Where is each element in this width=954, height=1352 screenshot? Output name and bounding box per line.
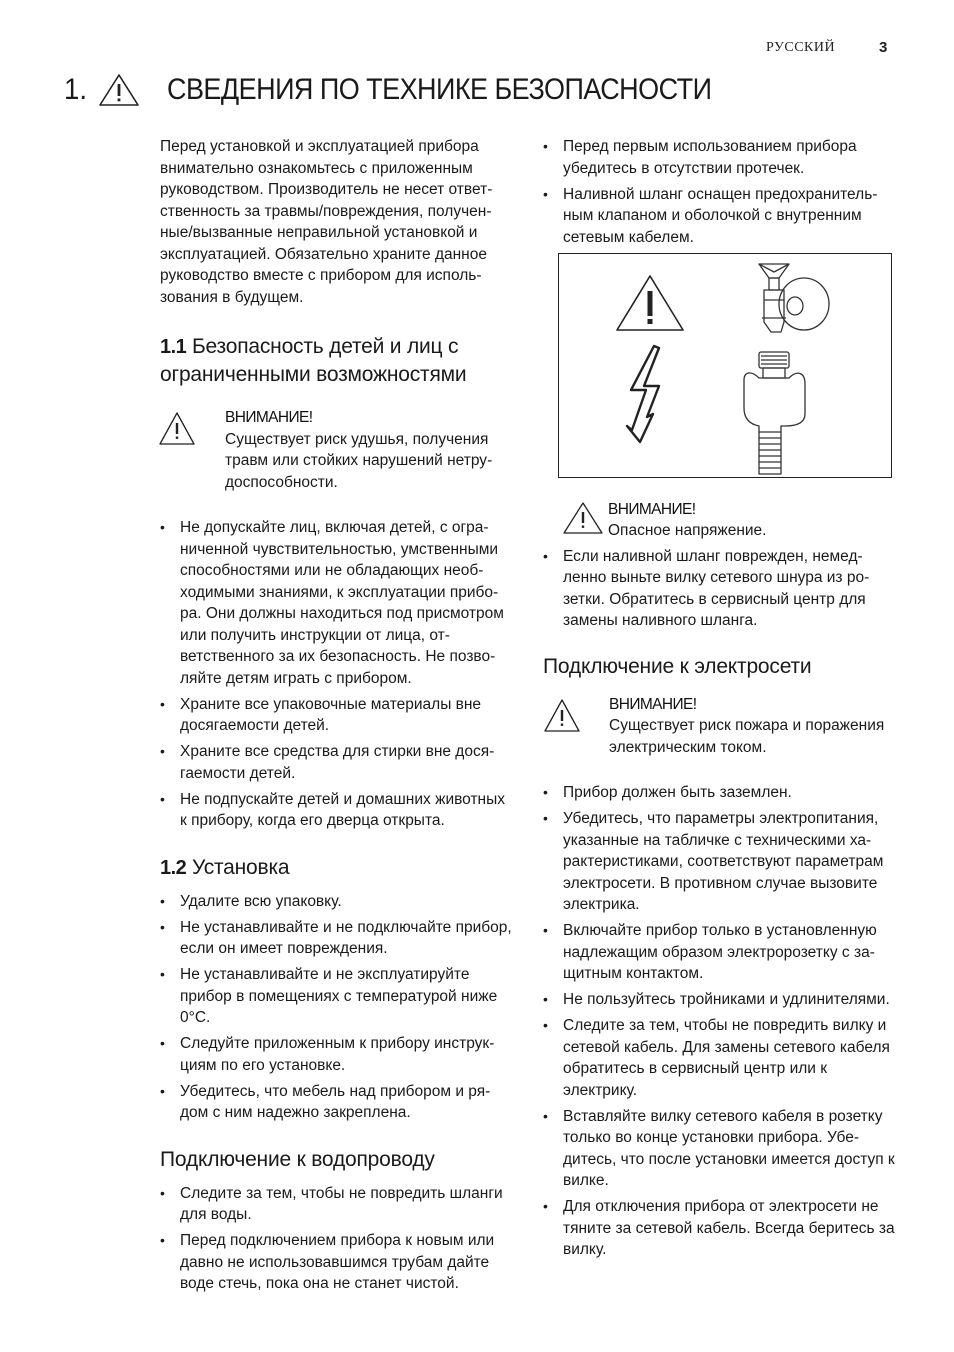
list-item: • Наливной шланг оснащен предохранительным клапаном и оболочкой с внутренним сетевым кабелем. [543, 184, 897, 249]
section-title: Установка [191, 855, 290, 879]
list-item: • Не пользуйтесь тройниками и удлинителями. [543, 989, 897, 1011]
warning-triangle-icon [562, 501, 608, 535]
section-title: Безопасность детей и лиц с ограниченными возможностями [160, 335, 467, 386]
water-connection-list [160, 1183, 512, 1295]
water-tap-icon [759, 264, 829, 332]
section-heading-1-1 [160, 333, 512, 389]
warning-triangle-icon [617, 276, 683, 330]
list-item: • Не подпускайте детей и домашних животных к прибору, когда его дверца открыта. [160, 789, 512, 832]
section-heading-1-2 [160, 854, 512, 882]
chapter-number: 1. [64, 73, 88, 106]
section-number: 1.1 [160, 336, 187, 358]
right-column [543, 136, 897, 1265]
electric-connection-heading: Подключение к электросети [543, 654, 812, 678]
list-item: • Перед подключением прибора к новым или давно не использовавшимся трубам дайте воде стечь, пока она не станет чистой. [160, 1230, 512, 1295]
list-item: • Не устанавливайте и не эксплуатируйте прибор в помещениях с температурой ниже 0°C. [160, 964, 512, 1029]
list-item: • Включайте прибор только в установленную надлежащим образом электророзетку с защитным контактом. [543, 920, 897, 985]
inlet-hose-icon [744, 352, 805, 474]
list-item: • Если наливной шланг поврежден, немедленно выньте вилку сетевого шнура из розетки. Обратитесь в сервисный центр для замены наливного шланга. [543, 546, 897, 632]
list-item: • Следите за тем, чтобы не повредить вилку и сетевой кабель. Для замены сетевого кабеля обратитесь в сервисный центр или к электрику. [543, 1015, 897, 1101]
warning-label: ВНИМАНИЕ! [608, 500, 696, 518]
list-item: • Храните все упаковочные материалы вне досягаемости детей. [160, 694, 512, 737]
warning-block [543, 694, 897, 759]
illustration-canvas [559, 254, 890, 476]
hose-damage-list [543, 546, 897, 632]
list-item: • Убедитесь, что параметры электропитания, указанные на табличке с техническими характеристиками, соответствуют параметрам электросети. В противном случае вызовите электрика. [543, 808, 897, 916]
list-item: • Вставляйте вилку сетевого кабеля в розетку только во конце установки прибора. Убедитесь, что после установки имеется доступ к вилке. [543, 1106, 897, 1192]
warning-block [543, 499, 897, 542]
hose-safety-illustration [558, 253, 892, 478]
section-number: 1.2 [160, 856, 187, 879]
chapter-heading [64, 68, 772, 112]
warning-triangle-icon [97, 72, 141, 108]
list-item: • Храните все средства для стирки вне досягаемости детей. [160, 741, 512, 784]
installation-list [160, 891, 512, 1124]
page-number: 3 [879, 39, 888, 56]
intro-paragraph: Перед установкой и эксплуатацией прибора внимательно ознакомьтесь с приложенным руководством. Производитель не несет ответственность за травмы/повреждения, полученные/вызванные неправильной установкой и эксплуатацией. Обязательно храните данное руководство вместе с прибором для использования в будущем. [160, 138, 493, 306]
water-connection-list-continued [543, 136, 897, 248]
list-item: • Не устанавливайте и не подключайте прибор, если он имеет повреждения. [160, 917, 512, 960]
warning-text: Опасное напряжение. [608, 522, 767, 539]
water-connection-heading: Подключение к водопроводу [160, 1147, 435, 1171]
warning-triangle-icon [158, 411, 196, 447]
left-column [160, 136, 512, 1299]
list-item: • Следуйте приложенным к прибору инструкциям по его установке. [160, 1033, 512, 1076]
electric-connection-list [543, 782, 897, 1261]
list-item: • Прибор должен быть заземлен. [543, 782, 897, 804]
warning-label: ВНИМАНИЕ! [609, 695, 697, 713]
list-item: • Убедитесь, что мебель над прибором и рядом с ним надежно закреплена. [160, 1081, 512, 1124]
list-item: • Следите за тем, чтобы не повредить шланги для воды. [160, 1183, 512, 1226]
children-safety-list [160, 517, 512, 832]
list-item: • Перед первым использованием прибора убедитесь в отсутствии протечек. [543, 136, 897, 179]
list-item: • Для отключения прибора от электросети не тяните за сетевой кабель. Всегда беритесь за вилку. [543, 1196, 897, 1261]
warning-text: Существует риск удушья, получения травм или стойких нарушений нетрудоспособности. [225, 430, 493, 491]
lightning-bolt-icon [627, 346, 659, 442]
list-item: • Удалите всю упаковку. [160, 891, 512, 913]
warning-label: ВНИМАНИЕ! [225, 409, 313, 426]
list-item: • Не допускайте лиц, включая детей, с ограниченной чувствительностью, умственными способностями или не обладающих необходимыми знаниями, к эксплуатации прибора. Они должны находиться под присмотром или получить инструкции от лица, ответственного за их безопасность. Не позволяйте детям играть с прибором. [160, 517, 512, 689]
warning-triangle-icon [543, 698, 583, 734]
header-language: РУССКИЙ [766, 40, 836, 55]
warning-text: Существует риск пожара и поражения электрическим током. [609, 717, 885, 756]
warning-block [160, 407, 512, 493]
chapter-title: СВЕДЕНИЯ ПО ТЕХНИКЕ БЕЗОПАСНОСТИ [167, 73, 712, 106]
